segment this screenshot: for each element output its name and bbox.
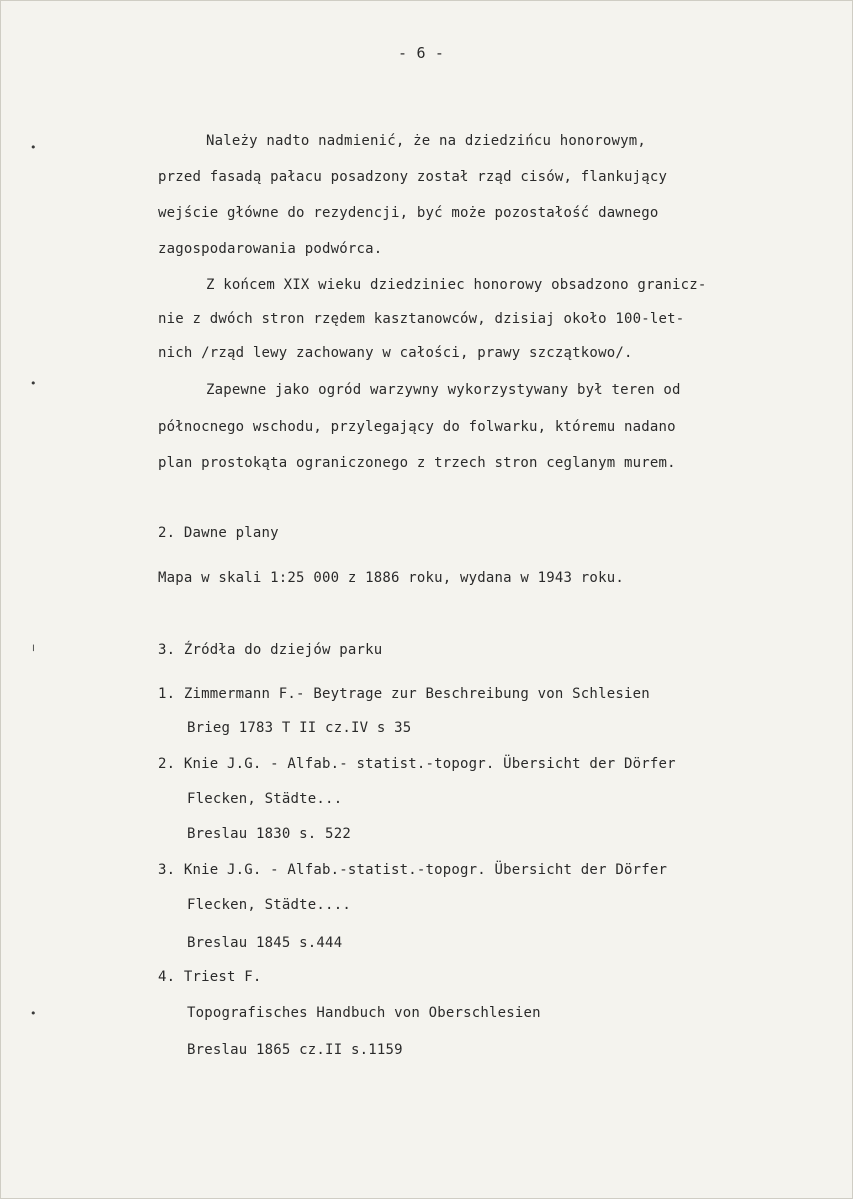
source-1-line-2: Brieg 1783 T II cz.IV s 35 (187, 720, 412, 736)
section-2-text: Mapa w skali 1:25 000 z 1886 roku, wydana w 1943 roku. (158, 570, 624, 586)
source-4-line-3: Breslau 1865 cz.II s.1159 (187, 1042, 403, 1058)
source-4-line-1: 4. Triest F. (158, 969, 262, 985)
source-3-line-1: 3. Knie J.G. - Alfab.-statist.-topogr. Übersicht der Dörfer (158, 862, 668, 878)
source-2-line-3: Breslau 1830 s. 522 (187, 826, 351, 842)
paragraph-3-line-2: północnego wschodu, przylegający do folwarku, któremu nadano (158, 419, 676, 435)
source-3-line-3: Breslau 1845 s.444 (187, 935, 343, 951)
source-2-line-2: Flecken, Städte... (187, 791, 343, 807)
paragraph-3-line-1: Zapewne jako ogród warzywny wykorzystywany był teren od (206, 382, 681, 398)
paragraph-1-line-4: zagospodarowania podwórca. (158, 241, 383, 257)
source-3-line-2: Flecken, Städte.... (187, 897, 351, 913)
margin-dot-mark: • (30, 377, 37, 390)
source-1-line-1: 1. Zimmermann F.- Beytrage zur Beschreibung von Schlesien (158, 686, 650, 702)
margin-dot-mark: • (30, 1007, 37, 1020)
margin-tick-mark: ╵ (30, 645, 37, 658)
section-2-heading: 2. Dawne plany (158, 525, 279, 541)
section-3-heading: 3. Źródła do dziejów parku (158, 642, 383, 658)
paragraph-2-line-1: Z końcem XIX wieku dziedziniec honorowy obsadzono granicz- (206, 277, 707, 293)
source-4-line-2: Topografisches Handbuch von Oberschlesien (187, 1005, 541, 1021)
paragraph-3-line-3: plan prostokąta ograniczonego z trzech stron ceglanym murem. (158, 455, 676, 471)
paragraph-1-line-2: przed fasadą pałacu posadzony został rząd cisów, flankujący (158, 169, 668, 185)
source-2-line-1: 2. Knie J.G. - Alfab.- statist.-topogr. Übersicht der Dörfer (158, 756, 676, 772)
paragraph-2-line-2: nie z dwóch stron rzędem kasztanowców, dzisiaj około 100-let- (158, 311, 685, 327)
paragraph-1-line-1: Należy nadto nadmienić, że na dziedzińcu honorowym, (206, 133, 647, 149)
margin-dot-mark: • (30, 141, 37, 154)
paragraph-1-line-3: wejście główne do rezydencji, być może pozostałość dawnego (158, 205, 659, 221)
paragraph-2-line-3: nich /rząd lewy zachowany w całości, prawy szczątkowo/. (158, 345, 633, 361)
page-number: - 6 - (398, 44, 445, 62)
